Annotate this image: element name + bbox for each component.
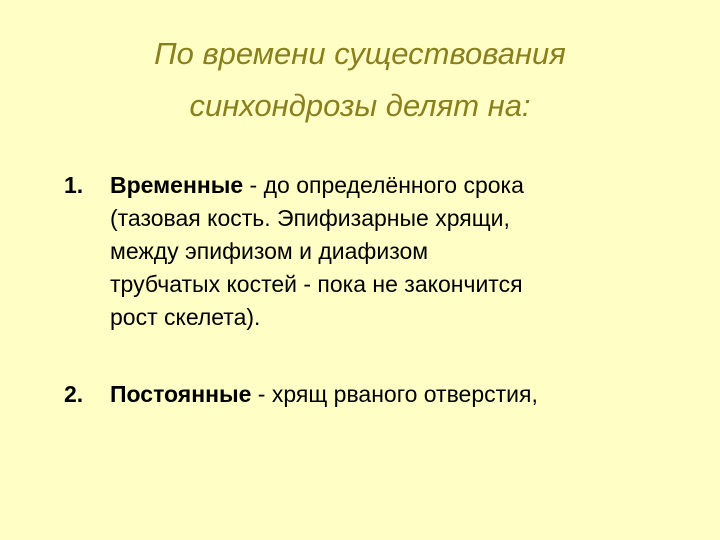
list-number: 2. [64, 381, 84, 407]
slide-title [60, 28, 660, 132]
list-item-temporary [64, 169, 684, 334]
item-line-4: трубчатых костей - пока не закончится [110, 271, 523, 297]
item-description: - хрящ рваного отверстия, [251, 381, 538, 407]
item-line-1 [110, 378, 684, 411]
term-temporary: Временные [110, 172, 244, 198]
title-line-1: По времени существования [154, 36, 566, 71]
item-line-1 [110, 169, 684, 202]
item-line-5: рост скелета). [110, 304, 261, 330]
item-line-2: (тазовая кость. Эпифизарные хрящи, [110, 205, 510, 231]
title-line-2: синхондрозы делят на: [189, 88, 531, 123]
term-permanent: Постоянные [110, 381, 252, 407]
item-line-3: между эпифизом и диафизом [110, 238, 429, 264]
list-item-permanent [64, 378, 684, 411]
item-description-start: - до определённого срока [243, 172, 524, 198]
list-number: 1. [64, 172, 84, 198]
classification-list [64, 169, 684, 411]
